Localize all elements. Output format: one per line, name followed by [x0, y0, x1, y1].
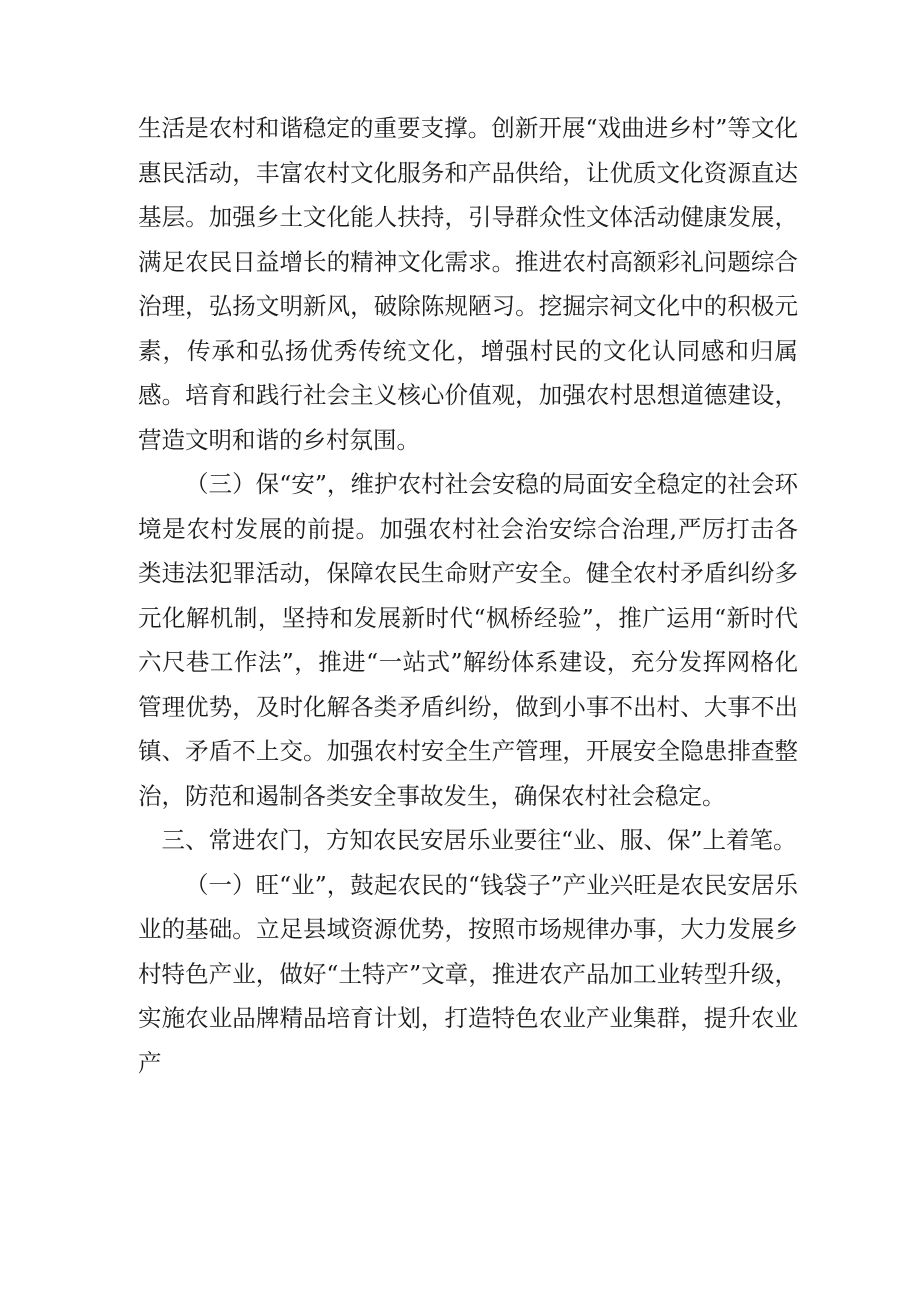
- paragraph-culture-continued: 生活是农村和谐稳定的重要支撑。创新开展“戏曲进乡村”等文化惠民活动，丰富农村文化服务和产品供给，让优质文化资源直达基层。加强乡土文化能人扶持，引导群众性文体活动健康发展，满足农民日益增长的精神文化需求。推进农村高额彩礼问题综合治理，弘扬文明新风，破除陈规陋习。挖掘宗祠文化中的积极元素，传承和弘扬优秀传统文化，增强村民的文化认同感和归属感。培育和践行社会主义核心价值观，加强农村思想道德建设，营造文明和谐的乡村氛围。: [138, 114, 798, 454]
- paragraph-section-1-industry: （一）旺“业”，鼓起农民的“钱袋子”产业兴旺是农民安居乐业的基础。立足县域资源优势，按照市场规律办事，大力发展乡村特色产业，做好“土特产”文章，推进农产品加工业转型升级，实施农业品牌精品培育计划，打造特色农业产业集群，提升农业产: [138, 870, 798, 1077]
- document-body: [138, 106, 798, 1085]
- heading-section-three: 三、常进农门，方知农民安居乐业要往“业、服、保”上着笔。: [161, 826, 797, 854]
- paragraph-section-3-safety: （三）保“安”，维护农村社会安稳的局面安全稳定的社会环境是农村发展的前提。加强农村社会治安综合治理,严厉打击各类违法犯罪活动，保障农民生命财产安全。健全农村矛盾纠纷多元化解机制，坚持和发展新时代“枫桥经验”，推广运用“新时代六尺巷工作法”，推进“一站式”解纷体系建设，充分发挥网格化管理优势，及时化解各类矛盾纠纷，做到小事不出村、大事不出镇、矛盾不上交。加强农村安全生产管理，开展安全隐患排查整治，防范和遏制各类安全事故发生，确保农村社会稳定。: [138, 470, 798, 810]
